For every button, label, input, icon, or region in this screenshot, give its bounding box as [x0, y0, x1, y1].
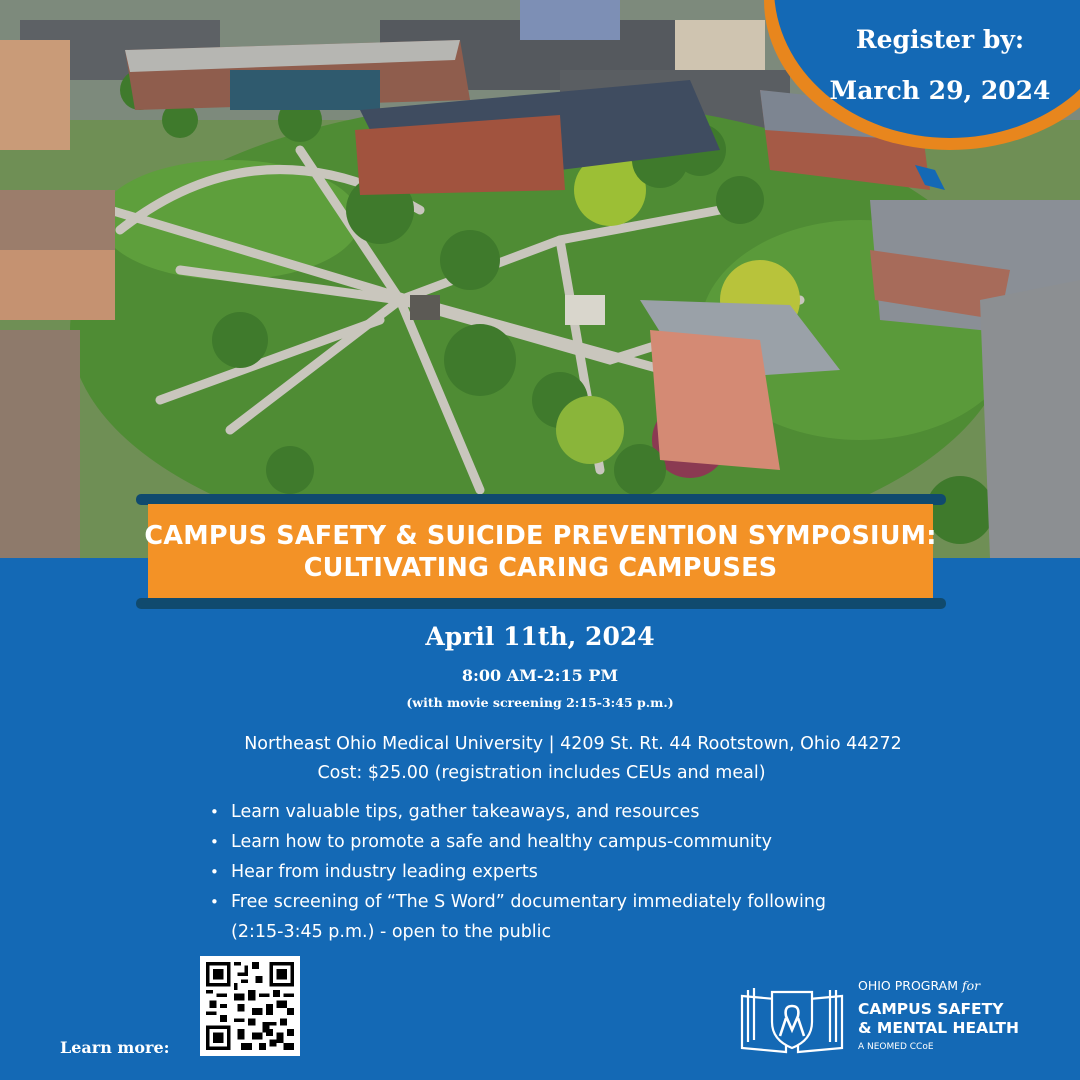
logo-line-1: [858, 978, 980, 993]
list-item: [210, 887, 910, 947]
logo-line-1-for: for: [961, 978, 981, 993]
register-by-date: March 29, 2024: [829, 76, 1051, 105]
program-logo: [736, 978, 1076, 1058]
event-location: Northeast Ohio Medical University | 4209 St. Rt. 44 Rootstown, Ohio 44272: [244, 734, 902, 754]
title-banner: [144, 504, 937, 600]
event-time: 8:00 AM-2:15 PM: [461, 666, 619, 685]
logo-line-2: CAMPUS SAFETY: [858, 1000, 1004, 1018]
list-item-continuation: (2:15-3:45 p.m.) - open to the public: [231, 922, 552, 942]
register-by-label: Register by:: [855, 25, 1025, 54]
register-by-text: [800, 14, 1080, 116]
list-item-text: Free screening of “The S Word” documentary immediately following: [231, 892, 827, 912]
logo-line-1-text: OHIO PROGRAM: [858, 978, 962, 993]
open-book-ribbon-icon: [736, 982, 848, 1054]
title-line-2: CULTIVATING CARING CAMPUSES: [303, 553, 778, 583]
event-cost: Cost: $25.00 (registration includes CEUs and meal): [317, 763, 766, 783]
highlights-list: [210, 797, 910, 947]
logo-line-4: A NEOMED CCoE: [858, 1042, 934, 1052]
list-item: • Hear from industry leading experts: [210, 857, 910, 887]
event-screening-note: (with movie screening 2:15-3:45 p.m.): [406, 695, 674, 710]
list-item: • Learn how to promote a safe and healthy campus-community: [210, 827, 910, 857]
learn-more-label: Learn more:: [60, 1038, 170, 1057]
banner-bottom-bar: [136, 598, 946, 609]
qr-code[interactable]: [200, 956, 300, 1056]
list-item: • Learn valuable tips, gather takeaways, and resources: [210, 797, 910, 827]
qr-code-icon: [206, 962, 294, 1050]
event-date: April 11th, 2024: [425, 622, 655, 651]
logo-line-3: & MENTAL HEALTH: [858, 1019, 1019, 1037]
title-line-1: CAMPUS SAFETY & SUICIDE PREVENTION SYMPOSIUM:: [144, 521, 937, 551]
